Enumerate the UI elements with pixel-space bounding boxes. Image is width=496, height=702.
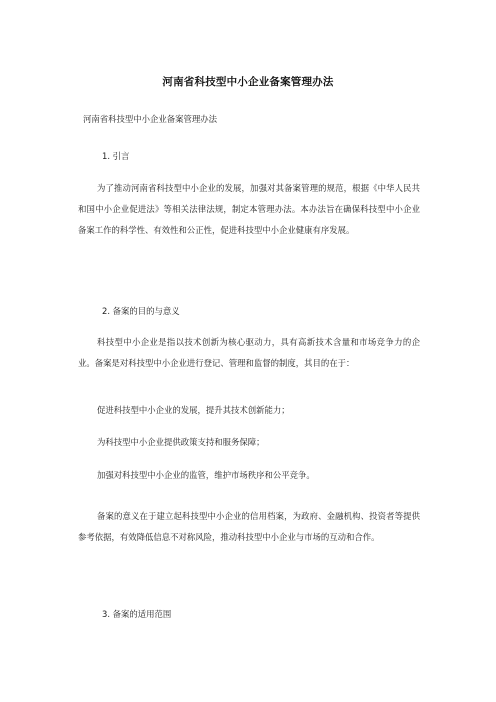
section-2-heading: 2. 备案的目的与意义 [102,306,180,316]
section-2-item-2: 为科技型中小企业提供政策支持和服务保障； [97,437,265,447]
section-2-item-3: 加强对科技型中小企业的监管，维护市场秩序和公平竞争。 [97,470,315,480]
section-1-heading: 1. 引言 [102,151,130,161]
section-2-closing: 备案的意义在于建立起科技型中小企业的信用档案，为政府、金融机构、投资者等提供参考依据，有效降低信息不对称风险，推动科技型中小企业与市场的互动和合作。 [78,511,420,542]
document-title: 河南省科技型中小企业备案管理办法 [162,76,334,88]
section-2-intro: 科技型中小企业是指以技术创新为核心驱动力，具有高新技术含量和市场竞争力的企业。备案是对科技型中小企业进行登记、管理和监督的制度，其目的在于： [78,337,420,368]
document-subtitle: 河南省科技型中小企业备案管理办法 [83,114,217,124]
section-3-heading: 3. 备案的适用范围 [102,609,172,619]
section-2-item-1: 促进科技型中小企业的发展，提升其技术创新能力； [97,405,290,415]
section-1-paragraph: 为了推动河南省科技型中小企业的发展，加强对其备案管理的规范，根据《中华人民共和国中小企业促进法》等相关法律法规，制定本管理办法。本办法旨在确保科技型中小企业备案工作的科学性、有效性和公正性，促进科技型中小企业健康有序发展。 [78,183,420,235]
